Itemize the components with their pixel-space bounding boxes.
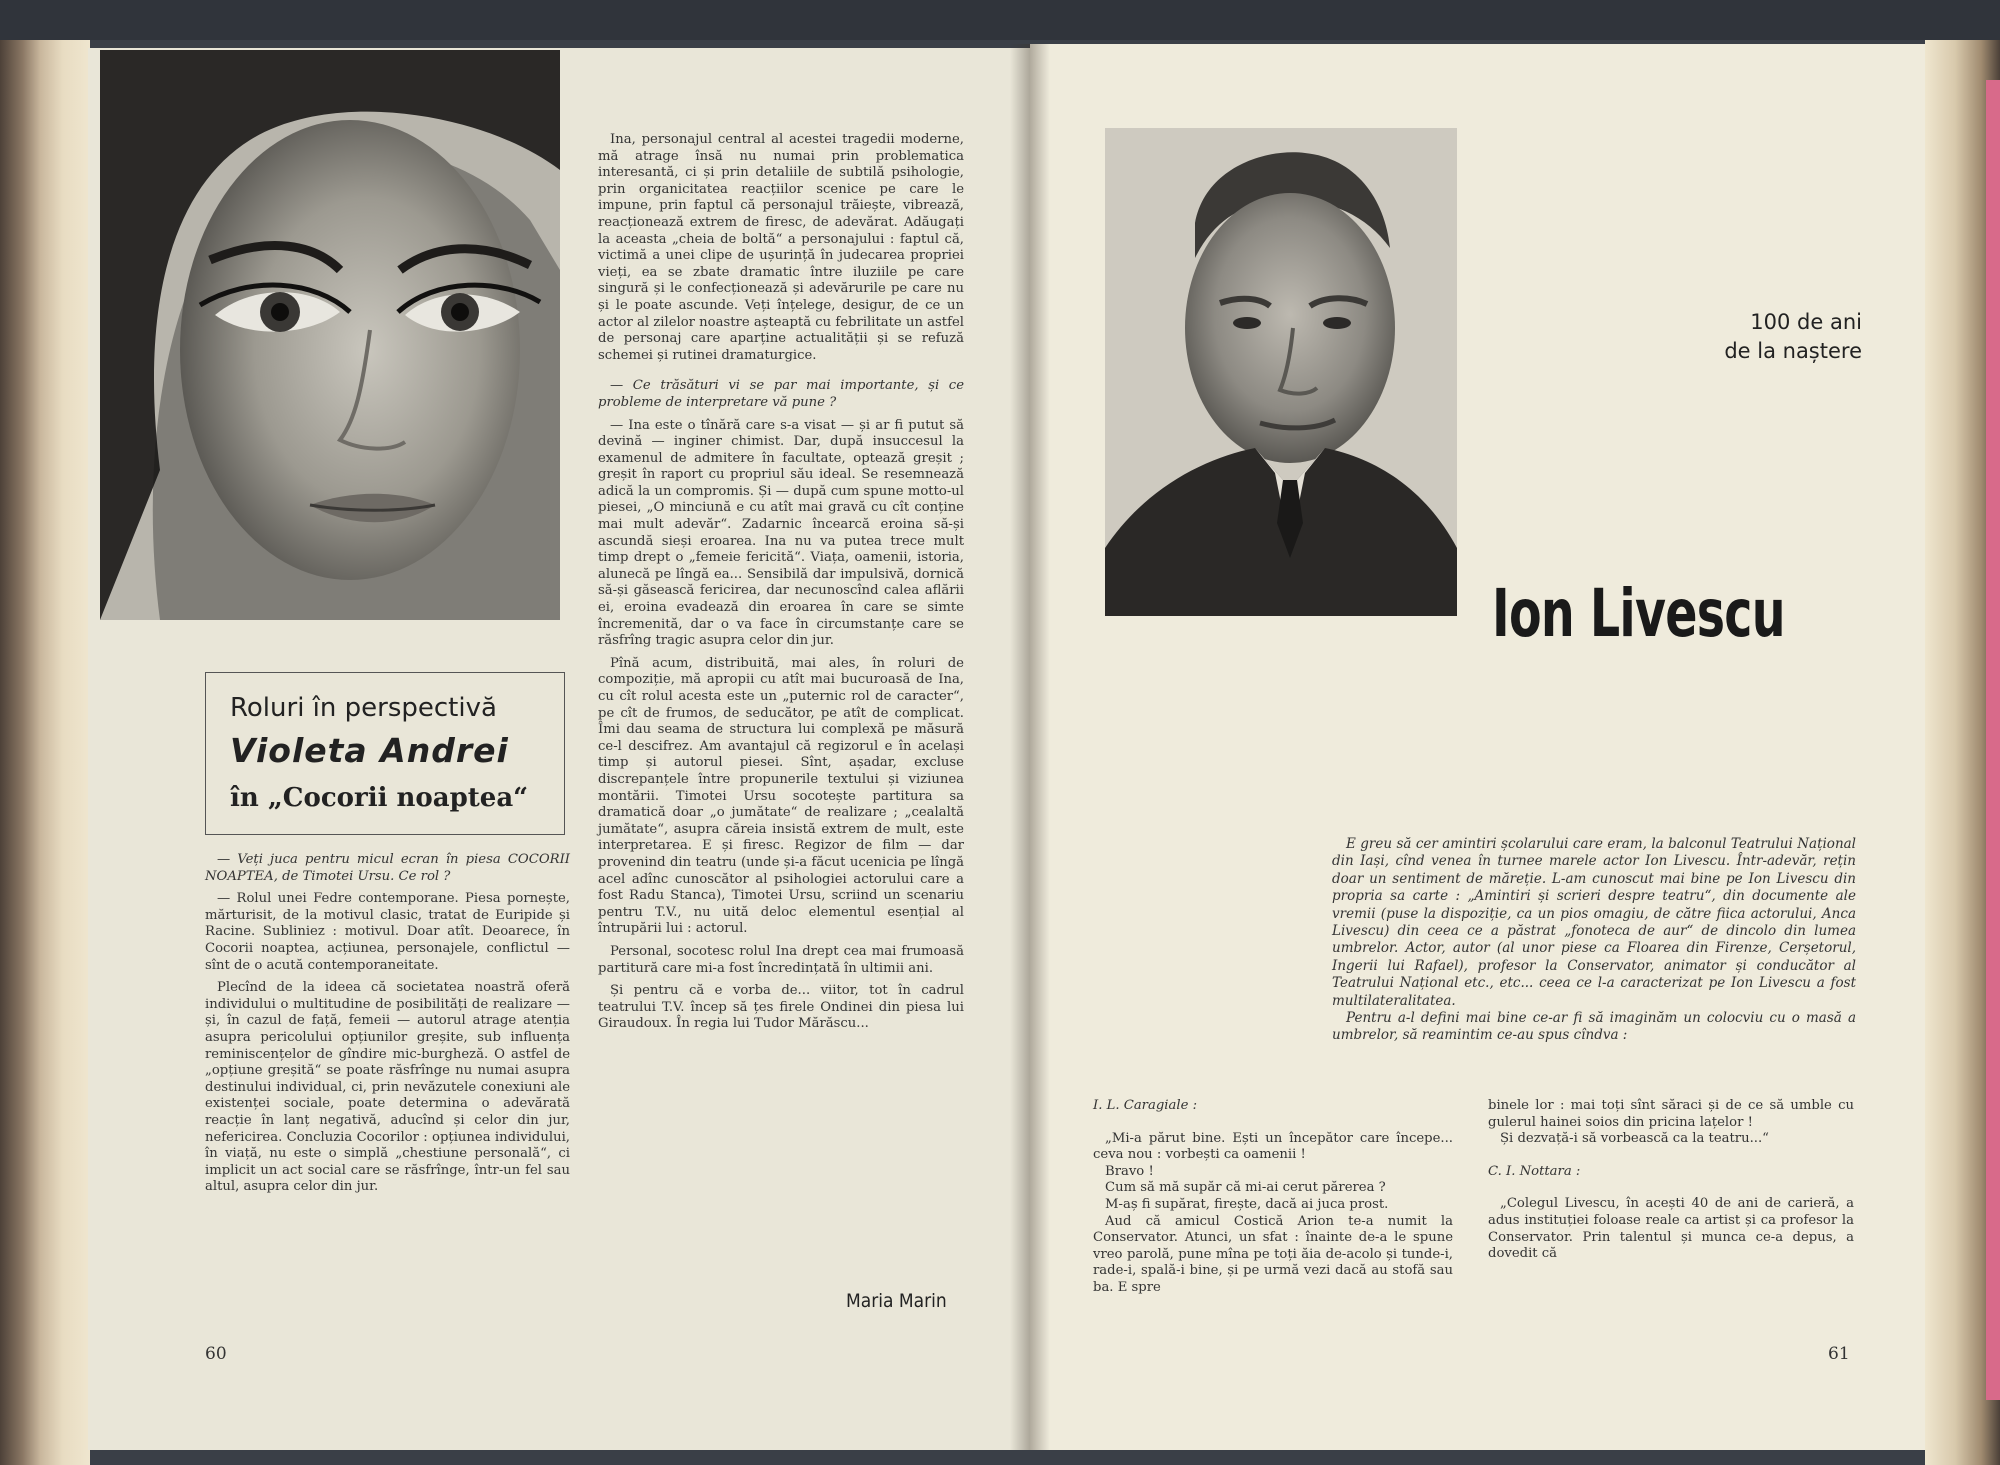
paragraph: Personal, socotesc rolul Ina drept cea mai frumoasă partitură care mi-a fost încredințată în ultimii ani. bbox=[598, 943, 964, 976]
portrait-photo-violeta-andrei bbox=[100, 50, 560, 620]
anniversary-line-1: 100 de ani bbox=[1750, 310, 1862, 334]
author-signature: Maria Marin bbox=[846, 1290, 947, 1312]
interview-question: — Ce trăsături vi se par mai importante, și ce probleme de interpretare vă pune ? bbox=[598, 378, 964, 410]
background-top bbox=[0, 0, 2000, 40]
quote-line: M-aș fi supărat, firește, dacă ai juca prost. bbox=[1105, 1196, 1389, 1212]
quote-line: „Mi-a părut bine. Ești un începător care începe... ceva nou : vorbești ca oamenii ! bbox=[1093, 1130, 1453, 1163]
book-edge-left bbox=[0, 40, 90, 1465]
quote-line: binele lor : mai toți sînt săraci și de ce să umble cu gulerul hainei soios din pricina lațelor ! bbox=[1488, 1098, 1854, 1130]
play-title: în „Cocorii noaptea“ bbox=[230, 783, 529, 813]
portrait-photo-ion-livescu bbox=[1105, 128, 1457, 616]
interview-question: — Veți juca pentru micul ecran în piesa COCORII NOAPTEA, de Timotei Ursu. Ce rol ? bbox=[205, 852, 570, 884]
article-introduction bbox=[1332, 836, 1856, 1045]
paragraph: Ina, personajul central al acestei tragedii moderne, mă atrage însă nu numai prin problematica interesantă, ci și prin detaliile de subtilă psihologie, prin organicitatea reacțiilor scenice pe care le impune, prin faptul că personajul trăiește, vibrează, reacționează extrem de firesc, de adevărat. Adăugați la aceasta „cheia de boltă“ a personajului : faptul că, victimă a unei clipe de ușurință în judecarea propriei vieți, ea se zbate dramatic între iluziile pe care singură și le confecționează și adevărurile pe care nu și le poate ascunde. Veți înțelege, desigur, de ce un actor al zilelor noastre așteaptă cu febrilitate un astfel de personaj care aparține actualității și se refuză schemei și rutinei dramaturgice. bbox=[598, 132, 964, 363]
page-number-right: 61 bbox=[1828, 1344, 1850, 1364]
right-column-2 bbox=[1488, 1098, 1854, 1269]
bookmark-strip bbox=[1986, 80, 2000, 1400]
page-number-left: 60 bbox=[205, 1344, 227, 1364]
paragraph: Plecînd de la ideea că societatea noastră oferă individului o multitudine de posibilități de realizare — și, în cazul de față, femeii — autorul atrage atenția asupra pericolului opțiunilor greșite, sub influența reminiscențelor de gîndire mic-burgheză. O astfel de „opțiune greșită“ se poate răsfrînge nu numai asupra destinului individual, ci, prin nevăzutele conexiuni ale existenței sociale, poate determina o adevărată reacție în lanț negativă, aducînd și celor din jur, nefericirea. Concluzia Cocorilor : opțiunea individului, în viață, nu este o simplă „chestiune personală“, ci implicit un act social care se răsfrînge, într-un fel sau altul, asupra celor din jur. bbox=[205, 980, 570, 1195]
paragraph: — Ina este o tînără care s-a visat — și ar fi putut să devină — inginer chimist. Dar, după insuccesul la examenul de admitere în facultate, optează greșit ; greșit în raport cu propriul său ideal. Se resemnează adică la un compromis. Și — după cum spune motto-ul piesei, „O minciună e cu atît mai gravă cu cît conține mai mult adevăr“. Zadarnic încearcă eroina să-și ascundă sieși eroarea. Ina nu va putea trece mult timp drept o „femeie fericită“. Viața, oamenii, istoria, alunecă pe lîngă ea... Sensibilă dar impulsivă, dornică să-și găsească fericirea, dar necunoscînd calea aflării ei, eroina evadează din eroarea în care se simte încremenită, dar o va face în circumstanțe care se răsfrîng tragic asupra celor din jur. bbox=[598, 417, 964, 649]
anniversary-line-2: de la naștere bbox=[1724, 339, 1862, 363]
quote-line: Cum să mă supăr că mi-ai cerut părerea ? bbox=[1105, 1180, 1386, 1196]
section-heading: Roluri în perspectivă bbox=[230, 693, 497, 723]
quote-paragraph: „Colegul Livescu, în acești 40 de ani de carieră, a adus instituției foloase reale ca artist și ca profesor la Conservator. Prin talentul și munca ce-a depus, a dovedit că bbox=[1488, 1196, 1854, 1262]
book-gutter bbox=[1010, 44, 1050, 1450]
quote-line: Și dezvață-i să vorbească ca la teatru...“ bbox=[1500, 1131, 1769, 1147]
quote-line: Aud că amicul Costică Arion te-a numit la Conservator. Atunci, un sfat : înainte de-a le spune vreo parolă, pune mîna pe toți ăia de-acolo și tunde-i, rade-i, spală-i bine, și pe urmă vezi dacă au stofă sau ba. E spre bbox=[1093, 1213, 1453, 1295]
anniversary-caption bbox=[1600, 308, 1862, 366]
left-column-1 bbox=[205, 852, 570, 1202]
intro-paragraph: E greu să cer amintiri școlarului care eram, la balconul Teatrului Național din Iași, cînd venea în turnee marele actor Ion Livescu. Într-adevăr, rețin doar un sentiment de măreție. L-am cunoscut mai bine pe Ion Livescu din propria sa carte : „Amintiri și scrieri despre teatru“, din documente ale vremii (puse la dispoziție, ca un pios omagiu, de către fiica actorului, Anca Livescu) din ceea ce a păstrat „fonoteca de aur“ de dincolo din lumea umbrelor. Actor, autor (al unor piese ca Floarea din Firenze, Cerșetorul, Ingerii lui Rafael), profesor la Conservator, animator și conducător al Teatrului Național etc., etc... ceea ce l-a caracterizat pe Ion Livescu a fost multilateralitatea. bbox=[1332, 836, 1856, 1009]
right-column-1 bbox=[1093, 1098, 1453, 1297]
quote-line: Bravo ! bbox=[1105, 1163, 1154, 1179]
paragraph: Și pentru că e vorba de... viitor, tot în cadrul teatrului T.V. încep să țes firele Ondinei din piesa lui Giraudoux. În regia lui Tudor Mărăscu... bbox=[598, 983, 964, 1032]
intro-paragraph: Pentru a-l defini mai bine ce-ar fi să imaginăm un colocviu cu o masă a umbrelor, să reamintim ce-au spus cîndva : bbox=[1332, 1010, 1856, 1044]
speaker-name: I. L. Caragiale : bbox=[1093, 1098, 1198, 1113]
actress-name: Violeta Andrei bbox=[230, 731, 509, 770]
article-title-box bbox=[205, 672, 565, 835]
speaker-name: C. I. Nottara : bbox=[1488, 1163, 1581, 1179]
paragraph: — Rolul unei Fedre contemporane. Piesa pornește, mărturisit, de la motivul clasic, tratat de Euripide și Racine. Subliniez : motivul. Doar atît. Deoarece, în Cocorii noaptea, acțiunea, personajele, conflictul — sînt de o acută contemporaneitate. bbox=[205, 891, 570, 973]
left-column-2 bbox=[598, 132, 964, 1039]
article-title: Ion Livescu bbox=[1492, 575, 1785, 652]
paragraph: Pînă acum, distribuită, mai ales, în roluri de compoziție, mă apropii cu atît mai bucuroasă de Ina, cu cît rolul acesta este un „puternic rol de caracter“, pe cît de frumos, de seducător, pe atît de complicat. Îmi dau seama de structura lui complexă pe măsură ce-l descifrez. Am avantajul că regizorul e în același timp și autorul piesei. Sînt, așadar, excluse discrepanțele între propunerile textului și viziunea montării. Timotei Ursu socotește partitura sa dramatică doar „o jumătate“ de realizare ; „cealaltă jumătate“, asupra căreia insistă extrem de mult, este interpretarea. E și firesc. Regizor de film — dar provenind din teatru (unde și-a făcut ucenicia pe lîngă acel adînc cunoscător al psihologiei actorului care a fost Radu Stanca), Timotei Ursu, scriind un scenariu pentru T.V., nu uită deloc elementul esențial al întrupării lui : actorul. bbox=[598, 655, 964, 937]
